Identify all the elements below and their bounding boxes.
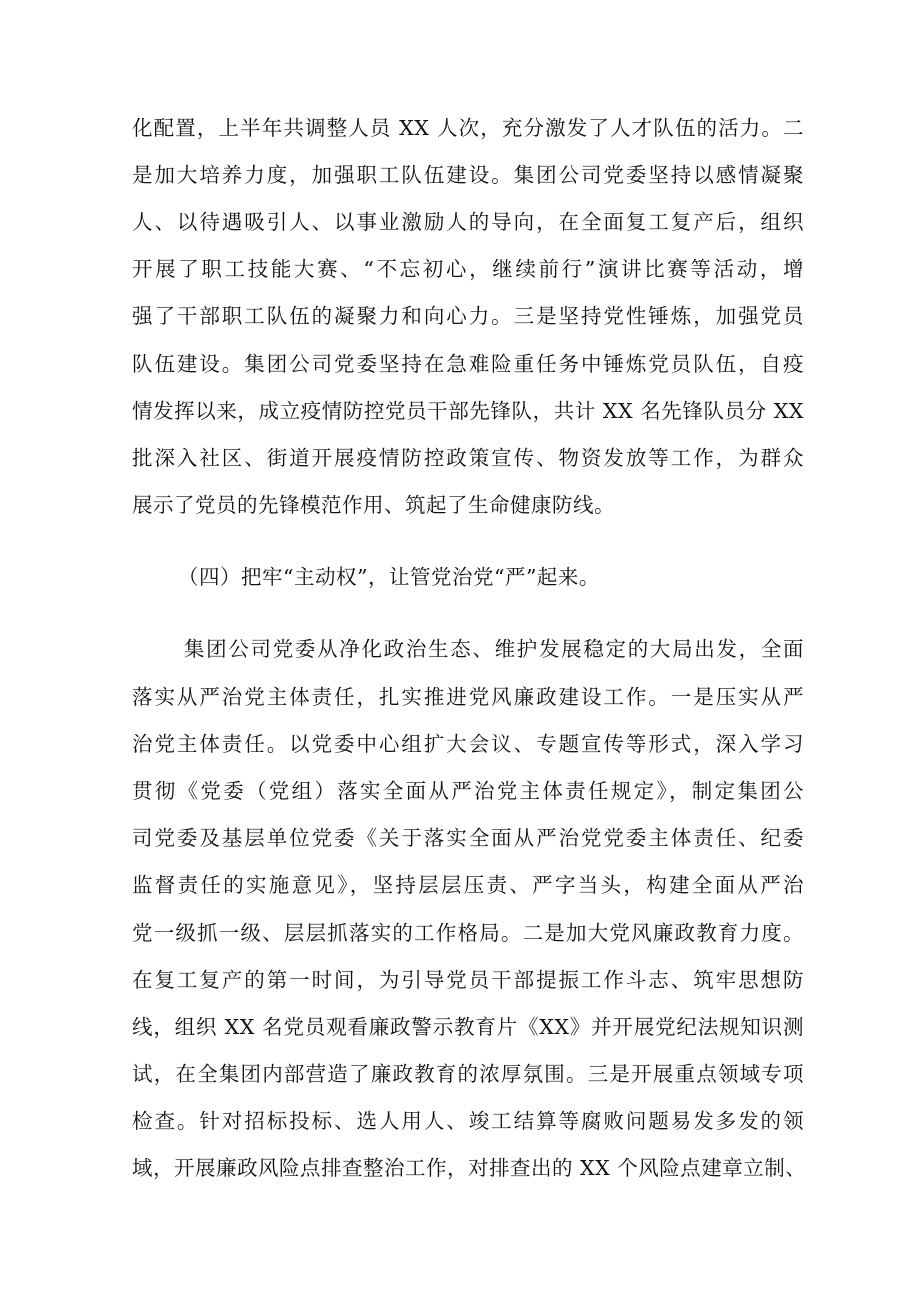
paragraph-line: 党一级抓一级、层层抓落实的工作格局。二是加大党风廉政教育力度。 xyxy=(132,921,804,945)
paragraph-line: 试，在全集团内部营造了廉政教育的浓厚氛围。三是开展重点领域专项 xyxy=(132,1062,804,1086)
paragraph-line: 强了干部职工队伍的凝聚力和向心力。三是坚持党性锤炼，加强党员 xyxy=(132,304,804,328)
paragraph-line: 队伍建设。集团公司党委坚持在急难险重任务中锤炼党员队伍，自疫 xyxy=(132,352,804,376)
section-heading: （四）把牢“主动权”，让管党治党“严”起来。 xyxy=(178,565,600,589)
paragraph-line: 在复工复产的第一时间，为引导党员干部提振工作斗志、筑牢思想防 xyxy=(132,968,804,992)
paragraph-line: 集团公司党委从净化政治生态、维护发展稳定的大局出发，全面 xyxy=(184,637,804,661)
paragraph-line: 贯彻《党委（党组）落实全面从严治党主体责任规定》，制定集团公 xyxy=(132,779,804,803)
paragraph-line: 落实从严治党主体责任，扎实推进党风廉政建设工作。一是压实从严 xyxy=(132,685,804,709)
paragraph-line: 人、以待遇吸引人、以事业激励人的导向，在全面复工复产后，组织 xyxy=(132,210,804,234)
paragraph-line: 治党主体责任。以党委中心组扩大会议、专题宣传等形式，深入学习 xyxy=(132,732,804,756)
paragraph-line: 批深入社区、街道开展疫情防控政策宣传、物资发放等工作，为群众 xyxy=(132,446,804,470)
paragraph-line: 展示了党员的先锋模范作用、筑起了生命健康防线。 xyxy=(132,493,615,517)
paragraph-line: 监督责任的实施意见》，坚持层层压责、严字当头，构建全面从严治 xyxy=(132,873,804,897)
paragraph-line: 线，组织 XX 名党员观看廉政警示教育片《XX》并开展党纪法规知识测 xyxy=(132,1015,804,1039)
paragraph-line: 检查。针对招标投标、选人用人、竣工结算等腐败问题易发多发的领 xyxy=(132,1109,804,1133)
paragraph-line: 司党委及基层单位党委《关于落实全面从严治党党委主体责任、纪委 xyxy=(132,826,804,850)
paragraph-line: 是加大培养力度，加强职工队伍建设。集团公司党委坚持以感情凝聚 xyxy=(132,163,804,187)
paragraph-line: 域，开展廉政风险点排查整治工作，对排查出的 XX 个风险点建章立制、 xyxy=(132,1156,807,1180)
paragraph-line: 化配置，上半年共调整人员 XX 人次，充分激发了人才队伍的活力。二 xyxy=(132,116,804,140)
paragraph-line: 情发挥以来，成立疫情防控党员干部先锋队，共计 XX 名先锋队员分 XX xyxy=(132,399,804,423)
paragraph-line: 开展了职工技能大赛、“不忘初心，继续前行”演讲比赛等活动，增 xyxy=(132,257,804,281)
